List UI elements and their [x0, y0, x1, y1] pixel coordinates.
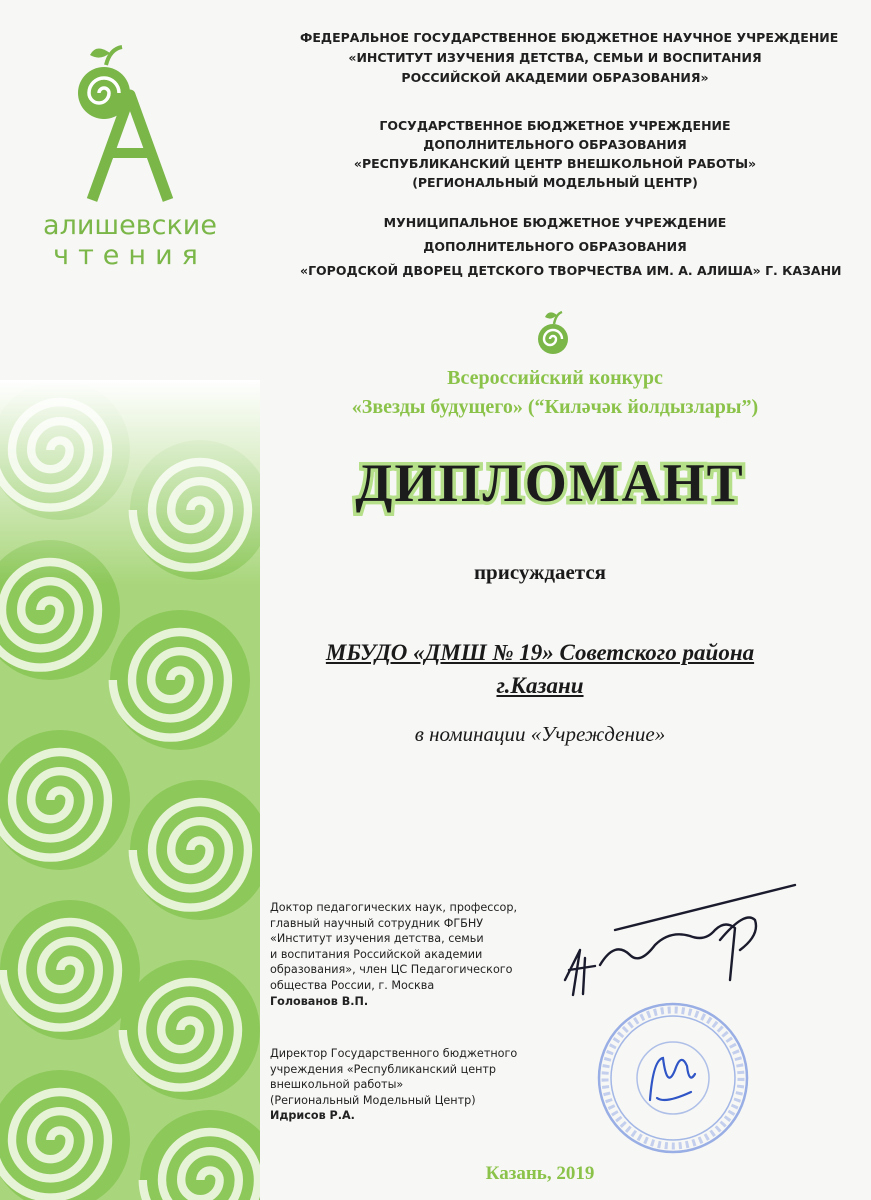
- signatory2-block: [270, 1046, 560, 1124]
- org-block-municipal: [300, 211, 842, 283]
- handwritten-signature-golovanov: [555, 870, 805, 1010]
- org-block-republican: [300, 116, 810, 192]
- recipient-line2: г.Казани: [496, 673, 584, 698]
- signatory1-name: Голованов В.П.: [270, 994, 369, 1008]
- org-line: (РЕГИОНАЛЬНЫЙ МОДЕЛЬНЫЙ ЦЕНТР): [412, 175, 698, 190]
- org-line: ГОСУДАРСТВЕННОЕ БЮДЖЕТНОЕ УЧРЕЖДЕНИЕ: [379, 118, 731, 133]
- org-line: «РЕСПУБЛИКАНСКИЙ ЦЕНТР ВНЕШКОЛЬНОЙ РАБОТЫ»: [353, 156, 757, 171]
- diploma-title: [340, 445, 760, 525]
- signatory1-block: [270, 900, 560, 1009]
- org-line: РОССИЙСКОЙ АКАДЕМИИ ОБРАЗОВАНИЯ»: [401, 70, 709, 85]
- signatory2-line: (Региональный Модельный Центр): [270, 1093, 476, 1107]
- awarded-text: присуждается: [473, 560, 607, 584]
- signatory1-line: главный научный сотрудник ФГБНУ: [270, 916, 484, 930]
- logo-text-line1: алишевские: [43, 210, 217, 241]
- logo-text-line2: чтения: [53, 240, 207, 271]
- signatory1-line: общества России, г. Москва: [270, 978, 435, 992]
- nomination-text: в номинации «Учреждение»: [414, 722, 666, 746]
- org-line: «ИНСТИТУТ ИЗУЧЕНИЯ ДЕТСТВА, СЕМЬИ И ВОСПИТАНИЯ: [348, 50, 762, 65]
- org-line: ДОПОЛНИТЕЛЬНОГО ОБРАЗОВАНИЯ: [423, 239, 687, 254]
- org-line: МУНИЦИПАЛЬНОЕ БЮДЖЕТНОЕ УЧРЕЖДЕНИЕ: [383, 215, 727, 230]
- recipient-line1: МБУДО «ДМШ № 19» Советского района: [325, 640, 755, 665]
- org-line: «ГОРОДСКОЙ ДВОРЕЦ ДЕТСКОГО ТВОРЧЕСТВА ИМ. А. АЛИША» Г. КАЗАНИ: [300, 263, 842, 278]
- signatory1-line: образования», член ЦС Педагогического: [270, 963, 513, 977]
- footer-place-year: Казань, 2019: [485, 1163, 595, 1184]
- org-line: ДОПОЛНИТЕЛЬНОГО ОБРАЗОВАНИЯ: [423, 137, 687, 152]
- signatory1-line: и воспитания Российской академии: [270, 947, 483, 961]
- contest-title-line2: «Звезды будущего» (“Киләчәк йолдызлары”): [351, 396, 759, 418]
- logo-letter-a-icon: [30, 35, 230, 205]
- signatory1-line: «Институт изучения детства, семьи: [270, 932, 484, 946]
- alishev-readings-logo: [30, 35, 230, 270]
- org-block-federal: [300, 28, 839, 88]
- apple-swirl-icon: [531, 305, 575, 359]
- signatory2-name: Идрисов Р.А.: [270, 1109, 355, 1123]
- official-stamp: [595, 1000, 751, 1156]
- swirl-pattern-decoration: [0, 380, 260, 1200]
- contest-title-line1: Всероссийский конкурс: [447, 367, 663, 389]
- diploma-title-text: ДИПЛОМАНТ: [355, 453, 745, 513]
- signatory2-line: Директор Государственного бюджетного: [270, 1047, 518, 1060]
- signatory2-line: учреждения «Республиканский центр: [270, 1062, 497, 1076]
- signatory1-line: Доктор педагогических наук, профессор,: [270, 901, 518, 914]
- signatory2-line: внешкольной работы»: [270, 1078, 404, 1092]
- org-line: ФЕДЕРАЛЬНОЕ ГОСУДАРСТВЕННОЕ БЮДЖЕТНОЕ НАУЧНОЕ УЧРЕЖДЕНИЕ: [300, 30, 839, 45]
